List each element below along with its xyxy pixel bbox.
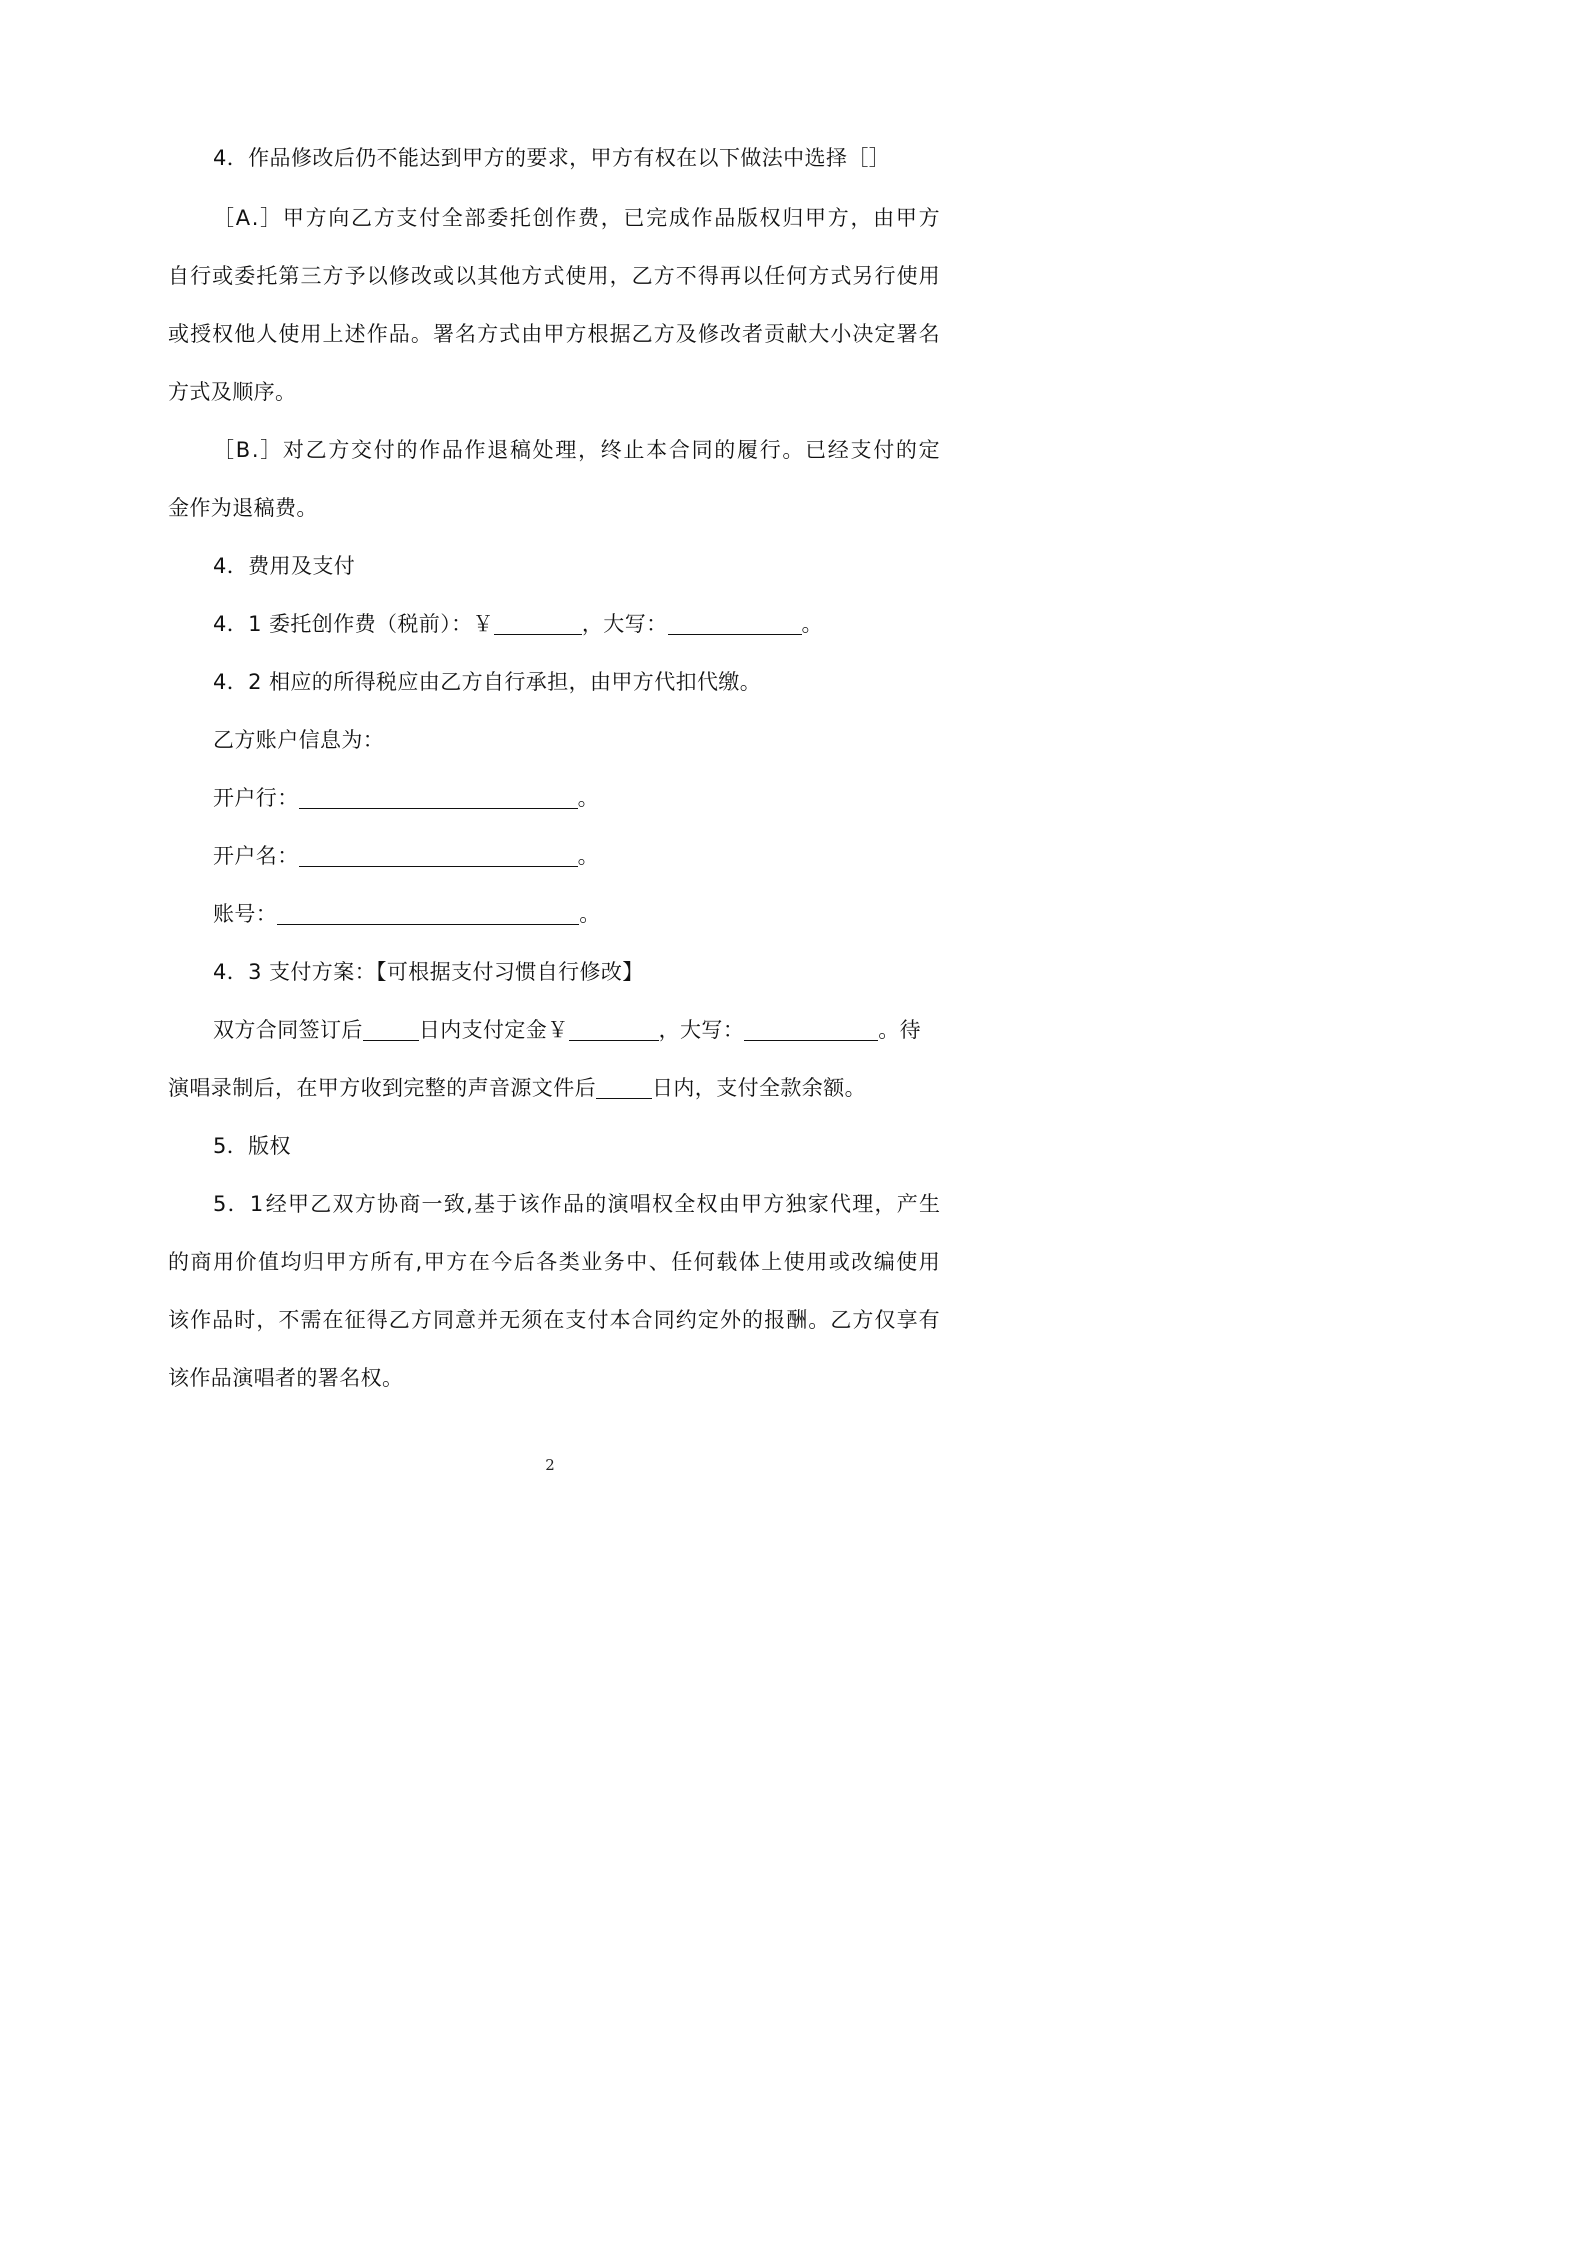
- glyph: ，: [600, 206, 622, 230]
- glyph: 他: [234, 322, 256, 346]
- glyph: 由: [521, 322, 543, 346]
- glyph: 类: [558, 1250, 580, 1274]
- glyph: 方: [565, 322, 587, 346]
- glyph: 其: [477, 264, 499, 288]
- glyph: 方: [322, 264, 344, 288]
- glyph: 对: [282, 438, 304, 462]
- paragraph-text: 4．2 相应的所得税应由乙方自行承担，由甲方代扣代缴。: [213, 670, 762, 694]
- glyph: 述: [344, 322, 366, 346]
- glyph: 协: [377, 1192, 398, 1216]
- glyph: 他: [499, 264, 521, 288]
- glyph: 何: [693, 1250, 715, 1274]
- glyph: B: [235, 438, 251, 462]
- paragraph-text: 4．3 支付方案：【可根据支付习惯自行修改】: [213, 960, 644, 984]
- account-info-heading: [0, 725, 1313, 755]
- glyph: 使: [783, 1250, 805, 1274]
- glyph: 经: [265, 1192, 287, 1216]
- glyph: 的: [742, 1308, 764, 1332]
- glyph: 支: [396, 206, 418, 230]
- glyph: 行: [874, 264, 896, 288]
- glyph: 合: [631, 1308, 653, 1332]
- glyph: 作: [691, 206, 713, 230]
- label-text: 双方合同签订后: [213, 1018, 363, 1042]
- glyph: 编: [873, 1250, 895, 1274]
- glyph: 托: [256, 264, 278, 288]
- glyph: 上: [322, 322, 344, 346]
- glyph: 部: [464, 206, 486, 230]
- paragraph-text: 乙方账户信息为：: [213, 728, 385, 752]
- glyph: 履: [736, 438, 758, 462]
- glyph: 改: [719, 322, 741, 346]
- glyph: 甲: [325, 1250, 347, 1274]
- glyph: 在: [322, 1308, 344, 1332]
- glyph: 作: [366, 322, 388, 346]
- glyph: 方: [305, 206, 327, 230]
- glyph: 在: [543, 1308, 565, 1332]
- option-b-line-1: [213, 435, 940, 465]
- clause-5-1-line-2: [168, 1247, 940, 1277]
- glyph: 品: [714, 206, 736, 230]
- glyph: 已: [805, 438, 827, 462]
- glyph: 务: [603, 1250, 625, 1274]
- glyph: ，: [256, 1308, 278, 1332]
- glyph: ．: [227, 1192, 249, 1216]
- glyph: 版: [736, 206, 758, 230]
- payment-plan-line-1: [0, 1015, 1313, 1045]
- glyph: 的: [168, 1250, 189, 1274]
- glyph: 商: [399, 1192, 421, 1216]
- glyph: 权: [696, 1192, 718, 1216]
- glyph: 方: [373, 206, 395, 230]
- glyph: 予: [344, 264, 366, 288]
- glyph: 不: [278, 1308, 300, 1332]
- glyph: 改: [410, 264, 432, 288]
- label-text: 4．1 委托创作费（税前）：￥: [213, 612, 494, 636]
- glyph: 修: [697, 322, 719, 346]
- deposit-amount-blank[interactable]: [569, 1018, 659, 1041]
- glyph: 品: [388, 322, 410, 346]
- glyph: 仅: [874, 1308, 896, 1332]
- glyph: 行: [190, 264, 212, 288]
- glyph: 改: [851, 1250, 873, 1274]
- glyph: 或: [828, 1250, 850, 1274]
- glyph: 归: [782, 206, 804, 230]
- glyph: ［: [213, 206, 234, 230]
- glyph: 授: [190, 322, 212, 346]
- heading-text: 4．费用及支付: [213, 554, 356, 578]
- glyph: 时: [234, 1308, 256, 1332]
- glyph: 该: [168, 1308, 189, 1332]
- glyph: 或: [212, 264, 234, 288]
- heading-text: 5．版权: [213, 1134, 291, 1158]
- glyph: ，: [850, 206, 872, 230]
- payment-plan-line-2: [0, 1073, 1268, 1103]
- glyph: 该: [518, 1192, 540, 1216]
- glyph: 委: [234, 264, 256, 288]
- glyph: 生: [918, 1192, 940, 1216]
- glyph: 一: [421, 1192, 443, 1216]
- glyph: 载: [716, 1250, 738, 1274]
- glyph: 。: [410, 322, 432, 346]
- glyph: 者: [742, 322, 764, 346]
- glyph: 今: [491, 1250, 513, 1274]
- glyph: 唱: [629, 1192, 651, 1216]
- glyph: 用: [806, 1250, 828, 1274]
- glyph: 需: [300, 1308, 322, 1332]
- glyph: 甲: [805, 206, 827, 230]
- glyph: ］: [260, 206, 282, 230]
- label-text: 日内支付定金￥: [418, 1018, 569, 1042]
- glyph: 酬: [786, 1308, 808, 1332]
- glyph: 方: [808, 264, 830, 288]
- option-a-line-1: [213, 203, 940, 233]
- glyph: 已: [623, 206, 645, 230]
- glyph: 乙: [305, 438, 327, 462]
- glyph: 方: [354, 1192, 376, 1216]
- glyph: 交: [351, 438, 373, 462]
- glyph: 并: [477, 1308, 499, 1332]
- option-a-line-4: [0, 377, 1268, 407]
- glyph: 成: [668, 206, 690, 230]
- glyph: 式: [543, 264, 565, 288]
- glyph: ，: [578, 438, 600, 462]
- glyph: ［: [213, 438, 234, 462]
- label-text: 演唱录制后，在甲方收到完整的声音源文件后: [168, 1076, 596, 1100]
- paragraph-text: 金作为退稿费。: [168, 496, 318, 520]
- glyph: 理: [852, 1192, 874, 1216]
- bank-name-blank[interactable]: [299, 786, 578, 809]
- glyph: 无: [499, 1308, 521, 1332]
- glyph: 于: [496, 1192, 518, 1216]
- glyph: 以: [455, 264, 477, 288]
- glyph: 同: [691, 438, 713, 462]
- glyph: 方: [348, 1250, 369, 1274]
- glyph: 后: [513, 1250, 535, 1274]
- account-name-blank[interactable]: [299, 844, 578, 867]
- glyph: 托: [509, 206, 531, 230]
- clause-5-1-line-4: [0, 1363, 1268, 1393]
- glyph: 第: [278, 264, 300, 288]
- glyph: 业: [581, 1250, 603, 1274]
- glyph: ，: [609, 264, 631, 288]
- glyph: 。: [808, 1308, 830, 1332]
- option-b-line-2: [0, 493, 1268, 523]
- glyph: 权: [212, 322, 234, 346]
- glyph: 的: [585, 1192, 607, 1216]
- glyph: 退: [487, 438, 509, 462]
- clause-5-1-line-3: [168, 1305, 940, 1335]
- glyph: 名: [918, 322, 940, 346]
- glyph: 方: [763, 1192, 785, 1216]
- glyph: 向: [328, 206, 350, 230]
- glyph: ,: [466, 1192, 473, 1216]
- section-heading-fees: [0, 551, 1313, 581]
- glyph: 使: [896, 1250, 918, 1274]
- glyph: 作: [540, 1192, 562, 1216]
- glyph: 演: [607, 1192, 629, 1216]
- glyph: 体: [738, 1250, 760, 1274]
- glyph: 付: [587, 1308, 609, 1332]
- glyph: 方: [328, 438, 350, 462]
- glyph: 付: [873, 438, 895, 462]
- label-text: 。待: [878, 1018, 922, 1042]
- glyph: 名: [455, 322, 477, 346]
- glyph: ,: [415, 1250, 423, 1274]
- glyph: 人: [256, 322, 278, 346]
- glyph: 归: [303, 1250, 324, 1274]
- glyph: 稿: [509, 438, 531, 462]
- fee-amount-blank[interactable]: [494, 612, 582, 635]
- glyph: 再: [719, 264, 741, 288]
- glyph: 经: [827, 438, 849, 462]
- glyph: 用: [587, 264, 609, 288]
- glyph: 何: [786, 264, 808, 288]
- glyph: 的: [714, 438, 736, 462]
- glyph: 处: [532, 438, 554, 462]
- glyph: 代: [829, 1192, 851, 1216]
- glyph: 献: [786, 322, 808, 346]
- glyph: 定: [918, 438, 940, 462]
- glyph: 式: [499, 322, 521, 346]
- clause-4-3-payment-plan: [0, 957, 1313, 987]
- glyph: 甲: [740, 1192, 762, 1216]
- glyph: 三: [300, 264, 322, 288]
- account-name-row: [0, 841, 1313, 871]
- glyph: 双: [332, 1192, 354, 1216]
- glyph: 外: [719, 1308, 741, 1332]
- glyph: 理: [555, 438, 577, 462]
- glyph: 意: [455, 1308, 477, 1332]
- glyph: 付: [373, 438, 395, 462]
- glyph: 方: [827, 206, 849, 230]
- glyph: 行: [759, 438, 781, 462]
- glyph: 定: [874, 322, 896, 346]
- glyph: 支: [850, 438, 872, 462]
- glyph: 商: [190, 1250, 212, 1274]
- glyph: .: [251, 438, 259, 462]
- glyph: 支: [565, 1308, 587, 1332]
- glyph: 以: [742, 264, 764, 288]
- glyph: 作: [190, 1308, 212, 1332]
- punctuation: 。: [579, 902, 601, 926]
- glyph: 或: [168, 322, 189, 346]
- glyph: 全: [441, 206, 463, 230]
- glyph: 本: [609, 1308, 631, 1332]
- glyph: 乙: [631, 264, 653, 288]
- glyph: 全: [674, 1192, 696, 1216]
- glyph: 报: [764, 1308, 786, 1332]
- glyph: 同: [653, 1308, 675, 1332]
- glyph: 品: [562, 1192, 584, 1216]
- glyph: 自: [168, 264, 189, 288]
- glyph: 用: [300, 322, 322, 346]
- glyph: 中: [626, 1250, 648, 1274]
- glyph: 委: [487, 206, 509, 230]
- clause-4-modification: [0, 143, 1313, 173]
- glyph: 的: [396, 438, 418, 462]
- glyph: 约: [675, 1308, 697, 1332]
- glyph: 任: [671, 1250, 693, 1274]
- punctuation: 。: [801, 612, 823, 636]
- punctuation: 。: [577, 786, 600, 810]
- glyph: 决: [852, 322, 874, 346]
- glyph: 大: [808, 322, 830, 346]
- glyph: 定: [697, 1308, 719, 1332]
- glyph: 致: [443, 1192, 465, 1216]
- glyph: 各: [536, 1250, 558, 1274]
- page-number: 2: [545, 1456, 555, 1474]
- glyph: 根: [587, 322, 609, 346]
- glyph: 由: [718, 1192, 740, 1216]
- glyph: 作: [555, 206, 577, 230]
- glyph: 合: [668, 438, 690, 462]
- label-text: 开户行：: [213, 786, 299, 810]
- glyph: 方: [521, 264, 543, 288]
- glyph: 式: [830, 264, 852, 288]
- glyph: 的: [895, 438, 917, 462]
- punctuation: 。: [577, 844, 600, 868]
- glyph: 用: [213, 1250, 234, 1274]
- paragraph-text: 4．作品修改后仍不能达到甲方的要求，甲方有权在以下做法中选择［］: [213, 146, 891, 170]
- glyph: ，: [874, 1192, 896, 1216]
- label-text: 开户名：: [213, 844, 299, 868]
- glyph: 修: [388, 264, 410, 288]
- glyph: 价: [235, 1250, 257, 1274]
- account-number-blank[interactable]: [277, 902, 579, 925]
- glyph: A: [235, 206, 251, 230]
- glyph: 以: [366, 264, 388, 288]
- glyph: 署: [432, 322, 454, 346]
- clause-4-2-tax: [0, 667, 1313, 697]
- glyph: 使: [896, 264, 918, 288]
- glyph: 征: [344, 1308, 366, 1332]
- glyph: 基: [473, 1192, 495, 1216]
- glyph: 乙: [350, 206, 372, 230]
- glyph: 甲: [423, 1250, 445, 1274]
- glyph: 完: [646, 206, 668, 230]
- option-a-line-3: [168, 319, 940, 349]
- glyph: 方: [477, 322, 499, 346]
- paragraph-text: 方式及顺序。: [168, 380, 297, 404]
- glyph: 另: [852, 264, 874, 288]
- deposit-days-blank[interactable]: [363, 1018, 419, 1041]
- clause-5-1-line-1: [213, 1189, 940, 1219]
- glyph: 。: [782, 438, 804, 462]
- glyph: 付: [419, 206, 441, 230]
- glyph: 乙: [310, 1192, 332, 1216]
- account-number-row: [0, 899, 1313, 929]
- glyph: 品: [441, 438, 463, 462]
- glyph: 有: [393, 1250, 414, 1274]
- section-heading-copyright: [0, 1131, 1313, 1161]
- label-text: 日内，支付全款余额。: [652, 1076, 866, 1100]
- glyph: 乙: [631, 322, 653, 346]
- fee-uppercase-blank[interactable]: [668, 612, 802, 635]
- glyph: 方: [653, 264, 675, 288]
- glyph: 甲: [282, 206, 304, 230]
- glyph: 有: [918, 1308, 940, 1332]
- glyph: 方: [653, 322, 675, 346]
- glyph: 享: [896, 1308, 918, 1332]
- document-page: [0, 0, 1100, 1556]
- option-a-line-2: [168, 261, 940, 291]
- glyph: 费: [578, 206, 600, 230]
- deposit-uppercase-blank[interactable]: [744, 1018, 878, 1041]
- glyph: 用: [918, 1250, 940, 1274]
- glyph: 用: [918, 264, 940, 288]
- glyph: .: [251, 206, 259, 230]
- glyph: 权: [759, 206, 781, 230]
- glyph: 由: [873, 206, 895, 230]
- glyph: 得: [366, 1308, 388, 1332]
- glyph: 作: [464, 438, 486, 462]
- glyph: 本: [646, 438, 668, 462]
- glyph: 、: [648, 1250, 670, 1274]
- glyph: 方: [410, 1308, 432, 1332]
- glyph: 终: [600, 438, 622, 462]
- glyph: 乙: [830, 1308, 852, 1332]
- glyph: 同: [432, 1308, 454, 1332]
- label-text: ，大写：: [581, 612, 668, 636]
- glyph: 方: [918, 206, 940, 230]
- clause-4-1-fee: [0, 609, 1313, 639]
- glyph: 贡: [764, 322, 786, 346]
- glyph: 或: [432, 264, 454, 288]
- glyph: 署: [896, 322, 918, 346]
- glyph: 使: [278, 322, 300, 346]
- glyph: 家: [807, 1192, 829, 1216]
- glyph: 独: [785, 1192, 807, 1216]
- label-text: 账号：: [213, 902, 278, 926]
- glyph: 方: [852, 1308, 874, 1332]
- glyph: 权: [651, 1192, 673, 1216]
- glyph: 所: [370, 1250, 392, 1274]
- glyph: 上: [761, 1250, 783, 1274]
- glyph: 任: [764, 264, 786, 288]
- glyph: 小: [830, 322, 852, 346]
- glyph: 创: [532, 206, 554, 230]
- glyph: 得: [697, 264, 719, 288]
- bank-name-row: [0, 783, 1313, 813]
- glyph: 1: [249, 1192, 264, 1216]
- glyph: 5: [213, 1192, 227, 1216]
- glyph: 乙: [388, 1308, 410, 1332]
- glyph: 及: [675, 322, 697, 346]
- glyph: 据: [609, 322, 631, 346]
- glyph: 甲: [288, 1192, 309, 1216]
- glyph: 品: [212, 1308, 234, 1332]
- glyph: 须: [521, 1308, 543, 1332]
- glyph: 不: [675, 264, 697, 288]
- label-text: ，大写：: [658, 1018, 745, 1042]
- glyph: 甲: [543, 322, 565, 346]
- glyph: 作: [419, 438, 441, 462]
- paragraph-text: 该作品演唱者的署名权。: [168, 1366, 404, 1390]
- glyph: 产: [896, 1192, 918, 1216]
- balance-days-blank[interactable]: [596, 1076, 652, 1099]
- glyph: 均: [280, 1250, 302, 1274]
- glyph: 使: [565, 264, 587, 288]
- glyph: ］: [260, 438, 282, 462]
- glyph: 值: [258, 1250, 279, 1274]
- glyph: 甲: [895, 206, 917, 230]
- glyph: 止: [623, 438, 645, 462]
- glyph: 在: [468, 1250, 490, 1274]
- glyph: 方: [446, 1250, 468, 1274]
